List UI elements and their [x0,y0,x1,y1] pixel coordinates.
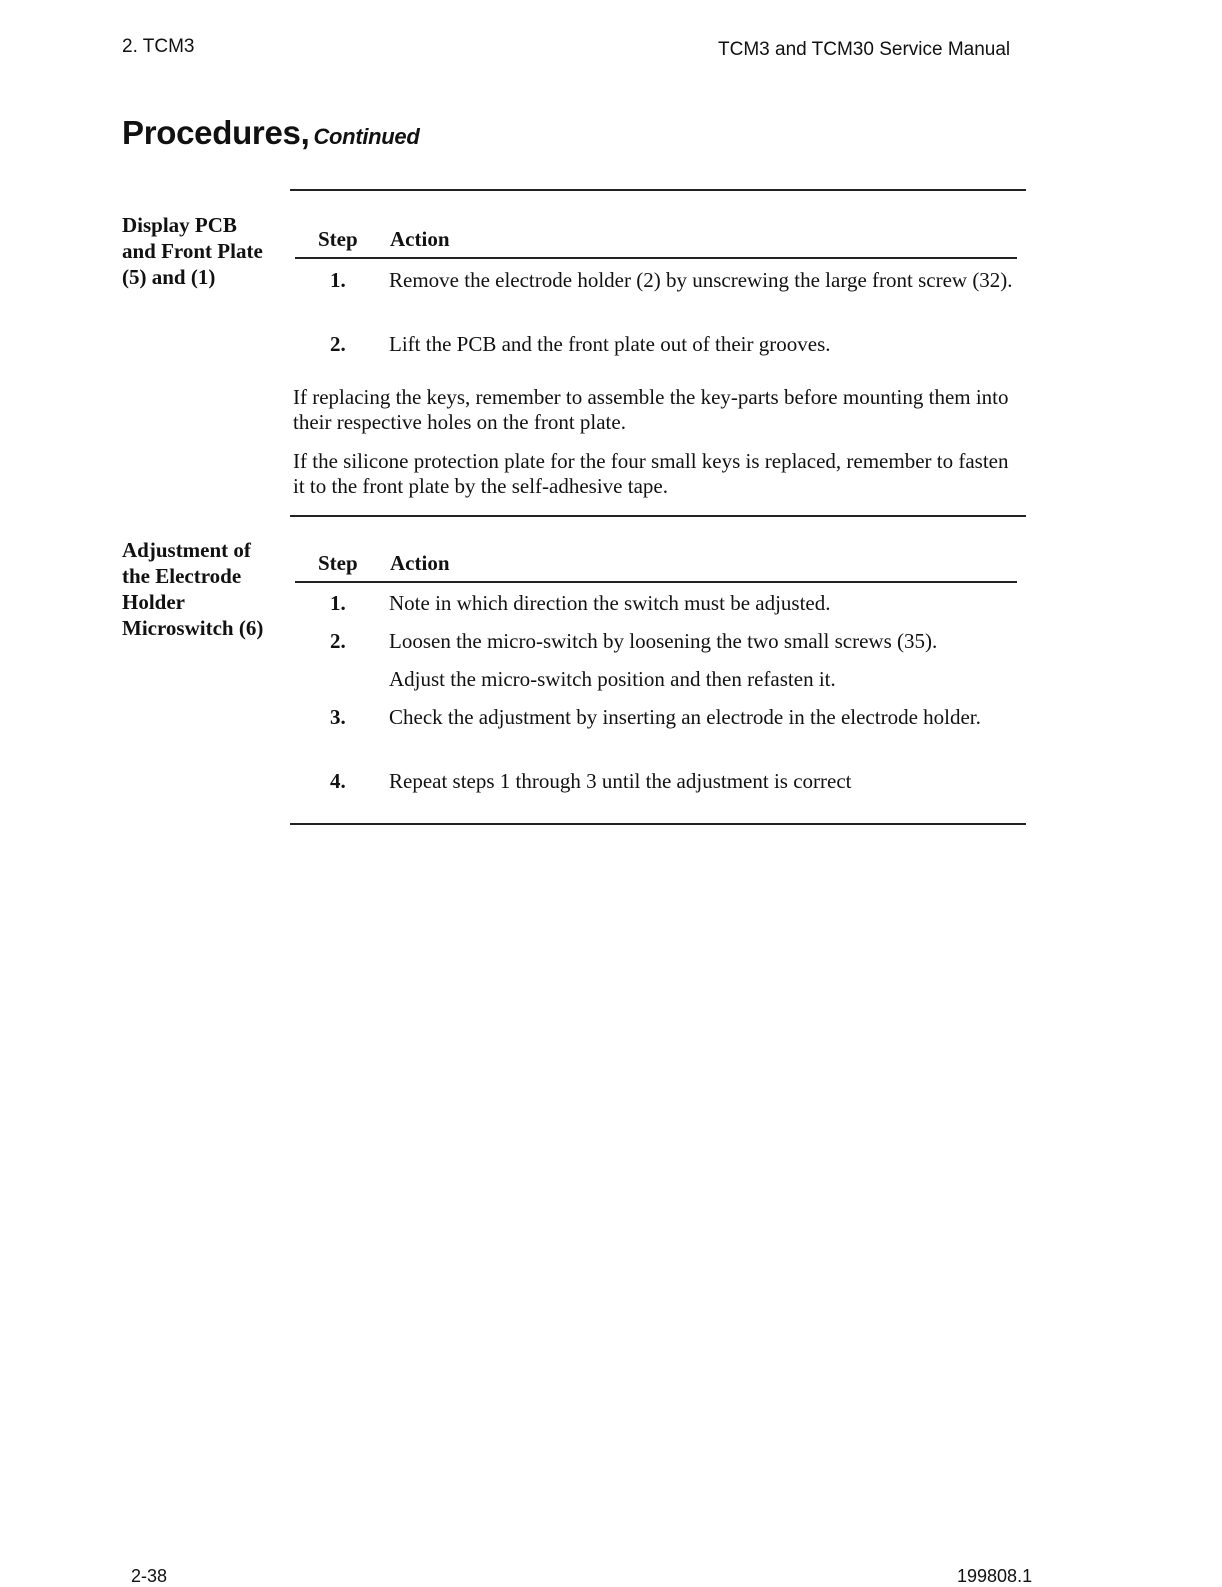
step-number: 2. [330,629,346,653]
step-number: 1. [330,591,346,615]
column-header-action: Action [390,551,450,575]
section-label-line: (5) and (1) [122,265,216,289]
running-header-manual-title: TCM3 and TCM30 Service Manual [718,39,1011,60]
step-action: Repeat steps 1 through 3 until the adjustment is correct [389,769,852,793]
step-number: 2. [330,332,346,356]
column-header-step: Step [318,551,358,575]
section-label-line: the Electrode [122,564,242,588]
section-divider [290,515,1026,517]
step-action: Adjust the micro-switch position and then refasten it. [389,667,836,691]
step-number: 1. [330,268,346,292]
table-header-rule [295,257,1017,259]
running-header-chapter: 2. TCM3 [122,36,195,57]
section-label-adjustment [122,537,287,641]
step-number: 3. [330,705,346,729]
step-action: Check the adjustment by inserting an electrode in the electrode holder. [389,705,981,729]
note-paragraph: If the silicone protection plate for the four small keys is replaced, remember to fasten it to the front plate by the self-adhesive tape. [293,449,1009,498]
column-header-action: Action [390,227,450,251]
document-revision: 199808.1 [957,1566,1033,1586]
step-action: Loosen the micro-switch by loosening the two small screws (35). [389,629,938,653]
section-divider [290,823,1026,825]
section-label-line: Display PCB [122,213,237,237]
section-label-line: and Front Plate [122,239,263,263]
section-label-line: Holder [122,590,185,614]
table-header-rule [295,581,1017,583]
section-label-line: Microswitch (6) [122,616,264,640]
page-title-main: Procedures, [122,114,310,151]
section-divider [290,189,1026,191]
step-number: 4. [330,769,346,793]
step-action: Note in which direction the switch must be adjusted. [389,591,831,615]
note-paragraph: If replacing the keys, remember to assemble the key-parts before mounting them into their respective holes on the front plate. [293,385,1009,434]
column-header-step: Step [318,227,358,251]
step-action: Remove the electrode holder (2) by unscrewing the large front screw (32). [389,268,1013,292]
section-label-display-pcb [122,212,287,290]
page-title-continued: Continued [313,124,420,149]
page-number: 2-38 [131,1566,168,1586]
step-action: Lift the PCB and the front plate out of their grooves. [389,332,831,356]
section-label-line: Adjustment of [122,538,251,562]
page-title [122,114,420,152]
